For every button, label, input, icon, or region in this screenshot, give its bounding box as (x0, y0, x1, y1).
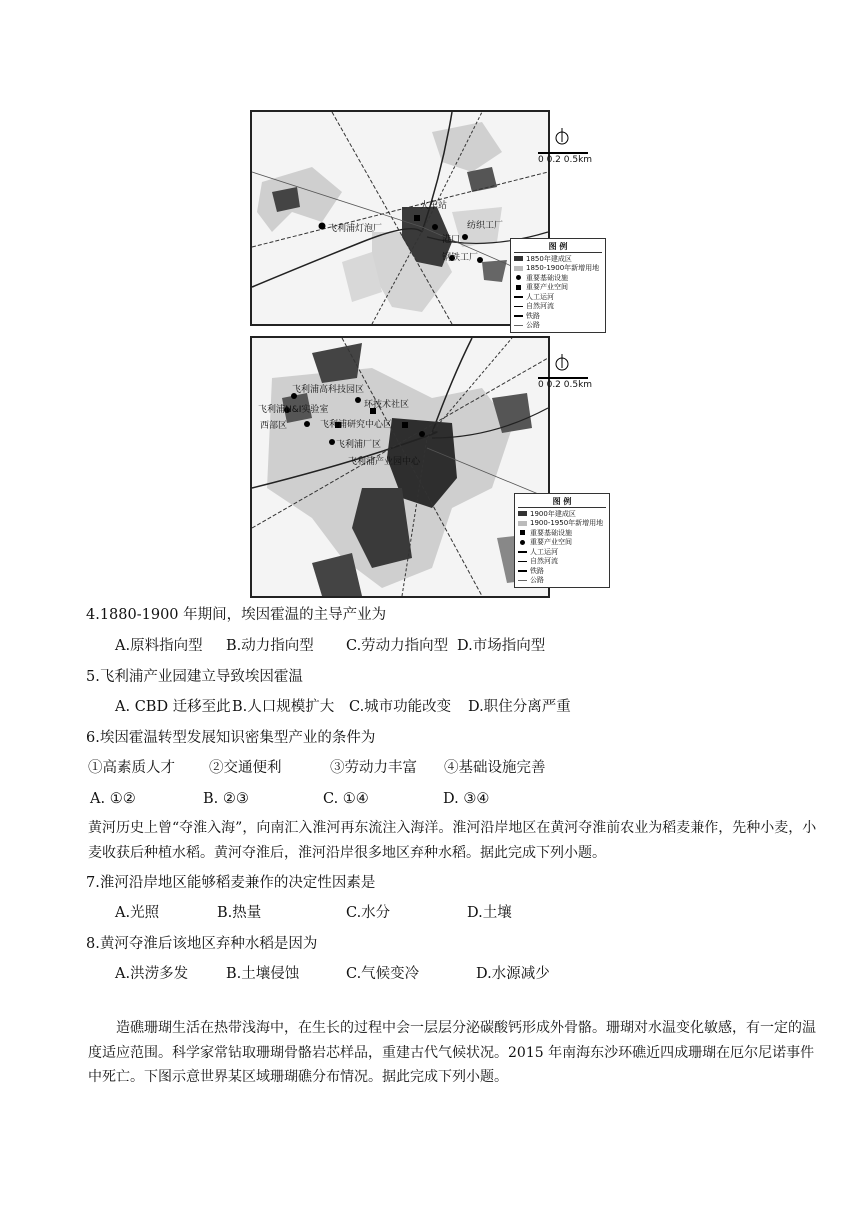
q6-condition-1: ①高素质人才 (88, 760, 175, 776)
q5-option-a: A. CBD 迁移至此 (115, 699, 231, 715)
q6-condition-4: ④基础设施完善 (444, 760, 546, 776)
q8-option-c: C.气候变冷 (346, 966, 420, 982)
map2-label-center: 飞利浦产业园中心 (348, 457, 421, 467)
question-7-stem: 7.淮河沿岸地区能够稻麦兼作的决定性因素是 (86, 875, 376, 891)
q7-option-d: D.土壤 (467, 905, 512, 921)
question-8-stem: 8.黄河夺淮后该地区弃种水稻是因为 (86, 936, 318, 952)
q8-option-a: A.洪涝多发 (115, 966, 189, 982)
north-arrow-icon (554, 352, 570, 374)
map1-legend: 图 例 1850年建成区 1850-1900年新增用地 重要基础设施 重要产业空间 人工运河 自然河流 铁路 公路 (510, 238, 606, 333)
passage-coral-reef: 造礁珊瑚生活在热带浅海中，在生长的过程中会一层层分泌碳酸钙形成外骨骼。珊瑚对水温变化敏感，有一定的温度适应范围。科学家常钻取珊瑚骨骼岩芯样品，重建古代气候状况。2015 年南海东沙环礁近四成珊瑚在厄尔尼诺事件中死亡。下图示意世界某区域珊瑚礁分布情况。据此完成下列小题。 (88, 1020, 816, 1085)
q5-option-c: C.城市功能改变 (349, 699, 452, 715)
q6-option-c: C. ①④ (323, 791, 369, 807)
q7-option-c: C.水分 (346, 905, 391, 921)
q4-option-b: B.动力指向型 (226, 638, 314, 654)
north-arrow-icon (554, 126, 570, 148)
map2-label-community: 环技术社区 (364, 400, 410, 410)
map-1900-1950 (250, 336, 604, 598)
map2-drawing (252, 338, 548, 596)
q5-option-b: B.人口规模扩大 (232, 699, 335, 715)
map2-label-west: 西部区 (260, 421, 288, 431)
q7-option-a: A.光照 (115, 905, 160, 921)
q5-option-d: D.职住分离严重 (468, 699, 571, 715)
map2-legend: 图 例 1900年建成区 1900-1950年新增用地 重要基础设施 重要产业空间 人工运河 自然河流 铁路 公路 (514, 493, 610, 588)
map2-label-hightech: 飞利浦高科技园区 (292, 385, 365, 395)
q4-option-c: C.劳动力指向型 (346, 638, 449, 654)
q8-option-b: B.土壤侵蚀 (226, 966, 300, 982)
map2-label-research: 飞利浦研究中心区 (320, 420, 393, 430)
map2-scale: 0 0.2 0.5km (538, 374, 592, 390)
q6-option-b: B. ②③ (203, 791, 249, 807)
map2-label-factory: 飞利浦厂区 (336, 440, 382, 450)
q8-option-d: D.水源减少 (476, 966, 550, 982)
legend-title: 图 例 (518, 496, 606, 508)
map2-label-lab: 飞利浦N&I实验室 (258, 405, 329, 415)
q4-option-a: A.原料指向型 (115, 638, 203, 654)
map1-label-textile: 纺织工厂 (467, 221, 504, 231)
question-6-stem: 6.埃因霍温转型发展知识密集型产业的条件为 (86, 730, 376, 746)
q6-option-d: D. ③④ (443, 791, 490, 807)
question-5-stem: 5.飞利浦产业园建立导致埃因霍温 (86, 669, 303, 685)
question-4-stem: 4.1880-1900 年期间，埃因霍温的主导产业为 (86, 607, 387, 623)
q4-option-d: D.市场指向型 (457, 638, 546, 654)
legend-title: 图 例 (514, 241, 602, 253)
map1-label-station: 火车站 (420, 201, 448, 211)
q6-condition-3: ③劳动力丰富 (330, 760, 417, 776)
passage-huai-river: 黄河历史上曾“夺淮入海”，向南汇入淮河再东流注入海洋。淮河沿岸地区在黄河夺淮前农业为稻麦兼作，先种小麦，小麦收获后种植水稻。黄河夺淮后，淮河沿岸很多地区弃种水稻。据此完成下列小题。 (88, 820, 817, 861)
map1-drawing (252, 112, 548, 324)
map-1850-1900 (250, 110, 600, 330)
map1-label-steel: 钢铁工厂 (442, 253, 479, 263)
map1-scale: 0 0.2 0.5km (538, 149, 592, 165)
map1-label-port: 港口 (442, 235, 461, 245)
q6-option-a: A. ①② (90, 791, 136, 807)
map1-label-philips: 飞利浦灯泡厂 (328, 224, 383, 234)
q7-option-b: B.热量 (217, 905, 262, 921)
q6-condition-2: ②交通便利 (209, 760, 282, 776)
